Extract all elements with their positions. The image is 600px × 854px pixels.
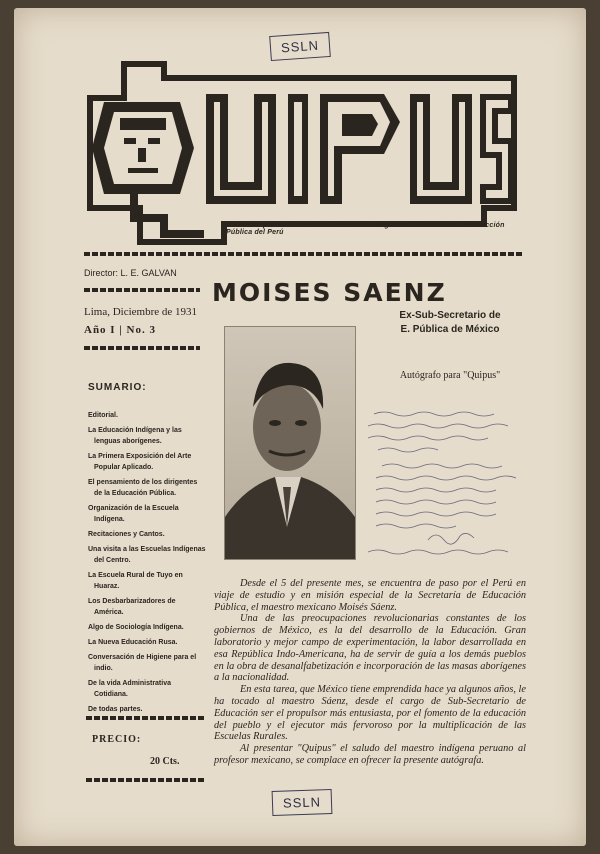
role-line-2: E. Pública de México [400,324,500,335]
toc-item: La Educación Indígena y las lenguas aborígenes. [88,427,182,445]
handwritten-autograph [368,400,528,560]
toc-item: El pensamiento de los dirigentes de la Educación Pública. [88,479,198,497]
table-of-contents [88,410,206,719]
toc-item: La Nueva Educación Rusa. [88,639,178,646]
article-headline: MOISES SAENZ [212,278,447,307]
toc-item: Organización de la Escuela Indígena. [88,505,179,523]
article-role [380,309,520,337]
toc-item: De todas partes. [88,706,143,713]
precio-rule-bottom [86,778,204,782]
toc-item: Recitaciones y Cantos. [88,531,165,538]
face-icon [92,102,204,234]
sidebar-divider-1 [84,288,200,292]
issue-date: Lima, Diciembre de 1931 [84,306,198,318]
toc-item: Algo de Sociología Indígena. [88,624,184,631]
role-line-1: Ex-Sub-Secretario de [399,310,501,321]
director-line: Director: L. E. GALVAN [84,268,177,278]
article-paragraph: Al presentar "Quipus" el saludo del maestro indígena peruano al profesor mexicano, se complace en ofrecer la presente autógrafa. [214,743,526,766]
toc-item: Los Desbarbarizadores de América. [88,598,176,616]
issue-number: Año I | No. 3 [84,324,156,336]
catalog-stamp-top: SSLN [269,32,331,61]
masthead-subtitle: Publicada por la Dirección de Educación Indígena del Ministerio de Instrucción Pública del Perú [226,222,505,236]
portrait-figure-icon [225,327,355,559]
article-paragraph: Una de las preocupaciones revolucionarias constantes de los gobiernos de México, es la del desarrollo de la Educación. Gran laboratorio y mejor campo de experimentación, la labor desarrollada en esa República Indo-Americana, ha de servir de guía a los demás pueblos en la obra de desanalfabetización e incorporación de las masas aborígenes a la nacionalidad. [214,613,526,684]
portrait-photo [224,326,356,560]
masthead-logo [84,58,520,248]
toc-item: La Primera Exposición del Arte Popular Aplicado. [88,453,192,471]
toc-item: De la vida Administrativa Cotidiana. [88,680,171,698]
toc-item: Conversación de Higiene para el indio. [88,654,197,672]
toc-item: La Escuela Rural de Tuyo en Huaraz. [88,572,183,590]
article-body [214,578,526,767]
precio-label: PRECIO: [92,734,142,745]
sumario-heading: SUMARIO: [88,382,147,393]
sidebar-divider-2 [84,346,200,350]
article-paragraph: En esta tarea, que México tiene emprendida hace ya algunos años, le ha tocado al maestro Sáenz, desde el cargo de Sub-Secretario de Educación ser el propulsor más entusiasta, por el fomento de la educación del pueblo y el ejecutor más fervoroso por la multiplicación de las Escuelas Rurales. [214,684,526,743]
precio-rule-top [86,716,204,720]
toc-item: Editorial. [88,412,118,419]
catalog-stamp-bottom: SSLN [272,789,333,816]
toc-item: Una visita a las Escuelas Indígenas del Centro. [88,546,206,564]
autograph-label: Autógrafo para "Quipus" [399,370,501,381]
masthead-divider [84,252,524,256]
precio-value: 20 Cts. [150,756,180,767]
article-paragraph: Desde el 5 del presente mes, se encuentra de paso por el Perú en viaje de estudio y en misión especial de la Secretaría de Educación Pública, el maestro mexicano Moisés Sáenz. [214,578,526,613]
